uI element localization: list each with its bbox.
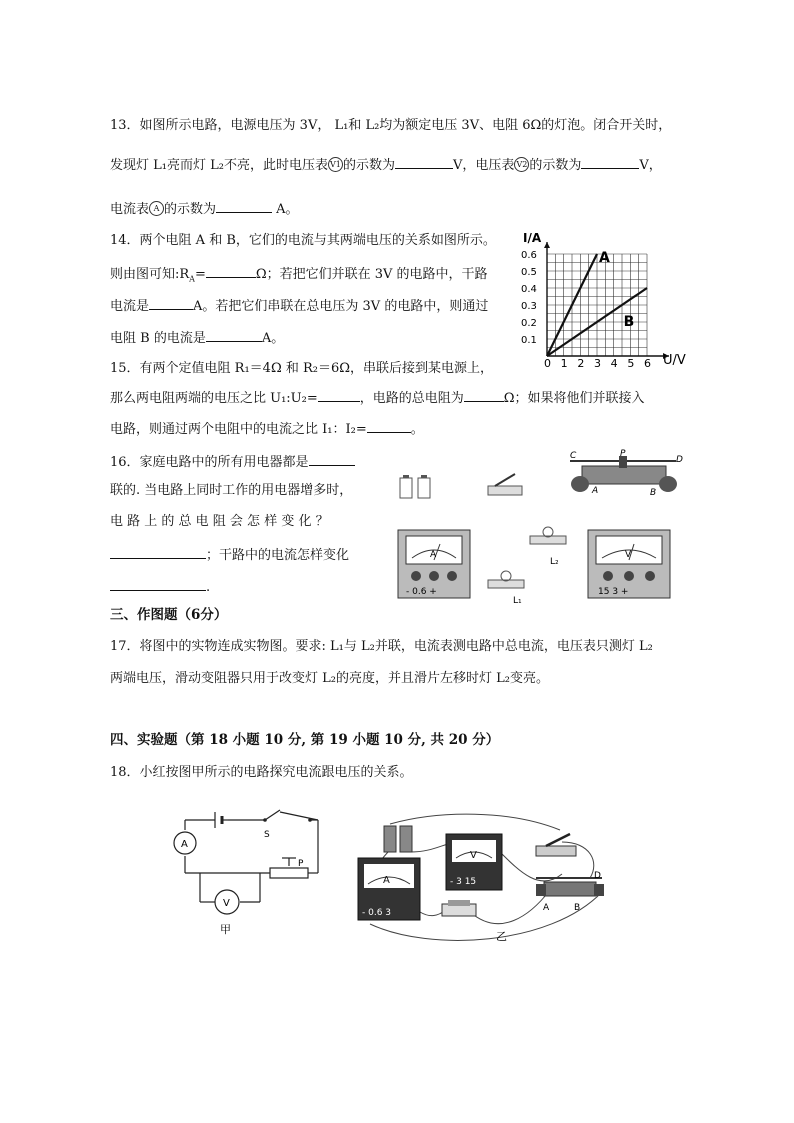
- q16-line2: 联的. 当电路上同时工作的用电器增多时，: [110, 483, 353, 498]
- battery-symbol: [215, 812, 222, 828]
- q18-line1: 18．小红按图甲所示的电路探究电流跟电压的关系。: [110, 765, 413, 780]
- battery-pair-icon: [384, 826, 412, 852]
- rheostat-label-b: B: [650, 488, 657, 498]
- ammeter-icon: A: [149, 201, 164, 216]
- rheostat-label-c: C: [570, 451, 577, 461]
- ammeter-device-icon-2: [358, 858, 420, 920]
- x-tick-label: 1: [560, 357, 568, 370]
- section3-title: 三、作图题（6分）: [110, 607, 228, 623]
- ammeter-2-terminals: - 0.6 3: [362, 908, 392, 918]
- y-tick-label: 0.1: [521, 335, 537, 346]
- q13-blank2[interactable]: [581, 155, 639, 169]
- y-tick-label: 0.4: [521, 284, 537, 295]
- q16-line4: ；干路中的电流怎样变化: [110, 545, 349, 565]
- rheostat-label-a: A: [592, 486, 599, 496]
- x-tick-label: 5: [627, 357, 635, 370]
- q13-blank1[interactable]: [395, 155, 453, 169]
- figure-jia-caption: 甲: [220, 923, 231, 936]
- q16-blank1[interactable]: [309, 452, 355, 466]
- lamp-l2-icon: [530, 527, 566, 567]
- figure-yi-caption: 乙: [496, 930, 507, 943]
- ammeter-terminals: - 0.6 +: [406, 587, 437, 597]
- q16-blank3[interactable]: [110, 577, 206, 591]
- chart-grid: [547, 254, 647, 356]
- q15-line1: 15．有两个定值电阻 R₁＝4Ω 和 R₂＝6Ω，串联后接到某电源上，: [110, 361, 494, 376]
- chart-labels: [521, 231, 686, 370]
- q14-line1: 14．两个电阻 A 和 B，它们的电流与其两端电压的关系如图所示。: [110, 233, 496, 248]
- resistor-icon: [442, 900, 476, 916]
- iu-chart: [505, 228, 700, 376]
- rheostat-icon: [570, 449, 683, 498]
- q14-line3: 电流是 A。若把它们串联在总电压为 3V 的电路中，则通过: [110, 296, 488, 316]
- q16-line1: 16．家庭电路中的所有用电器都是: [110, 452, 355, 472]
- circuit-diagram-jia: [160, 808, 335, 938]
- ammeter-device-icon: [398, 530, 470, 598]
- y-tick-label: 0.6: [521, 250, 537, 261]
- rheostat-2-label-a: A: [543, 903, 550, 913]
- x-tick-label: 2: [577, 357, 585, 370]
- q17-line1: 17．将图中的实物连成实物图。要求: L₁与 L₂并联，电流表测电路中总电流，电压表只测灯 L₂: [110, 639, 653, 654]
- rheostat-2-label-b: B: [574, 903, 581, 913]
- y-axis-arrow: [544, 242, 550, 248]
- series-label-B: B: [623, 314, 635, 330]
- section4-title: 四、实验题（第 18 小题 10 分, 第 19 小题 10 分, 共 20 分）: [110, 732, 500, 748]
- voltmeter-2-label: V: [470, 850, 477, 861]
- battery-icon: [400, 475, 430, 498]
- lamp-l1-icon: [488, 571, 524, 606]
- x-axis-label: U/V: [663, 353, 686, 368]
- voltmeter-label: V: [625, 550, 632, 560]
- q14-blank2[interactable]: [149, 296, 193, 310]
- y-tick-label: 0.2: [521, 318, 537, 329]
- voltmeter-v2-icon: V2: [514, 157, 529, 172]
- slider-label: P: [298, 859, 304, 869]
- q16-blank2[interactable]: [110, 545, 206, 559]
- lamp-l2-label: L₂: [550, 557, 559, 567]
- q14-blank3[interactable]: [206, 328, 262, 342]
- q17-line2: 两端电压，滑动变阻器只用于改变灯 L₂的亮度，并且滑片左移时灯 L₂变亮。: [110, 671, 549, 686]
- q13-blank3[interactable]: [216, 199, 272, 213]
- q14-line4: 电阻 B 的电流是 A。: [110, 328, 284, 348]
- rheostat-2-label-d: D: [594, 871, 601, 881]
- q15-line3: 电路，则通过两个电阻中的电流之比 I₁：I₂= 。: [110, 419, 424, 439]
- voltmeter-v1-icon: V1: [328, 157, 343, 172]
- apparatus-figure: [370, 448, 690, 608]
- q13-line2: 发现灯 L₁亮而灯 L₂不亮，此时电压表 V1 的示数为 V，电压表 V2 的示数为 V，: [110, 155, 662, 175]
- ammeter-symbol-label: A: [181, 839, 188, 850]
- lamp-l1-label: L₁: [513, 596, 522, 606]
- q14-line2: 则由图可知$:R_A= \Omega$；若把它们并联在 3V 的电路中，干路: [110, 264, 488, 289]
- voltmeter-device-icon: [588, 530, 670, 598]
- q16-line3: 电 路 上 的 总 电 阻 会 怎 样 变 化 ？: [110, 514, 329, 529]
- x-tick-label: 0: [544, 357, 551, 370]
- switch-icon: [488, 474, 522, 495]
- rheostat-icon-2: [536, 871, 604, 913]
- rheostat-label-d: D: [676, 455, 683, 465]
- switch-symbol: [263, 810, 312, 822]
- q15-blank3[interactable]: [367, 419, 411, 433]
- ammeter-2-label: A: [383, 875, 390, 886]
- rheostat-label-p: P: [620, 449, 626, 459]
- voltmeter-2-terminals: - 3 15: [450, 877, 477, 887]
- voltmeter-symbol-label: V: [223, 898, 230, 909]
- q15-line2: 那么两电阻两端的电压之比 U₁:U₂= ，电路的总电阻为 Ω；如果将他们并联接入: [110, 388, 645, 408]
- y-axis-label: I/A: [523, 231, 542, 245]
- ammeter-label: A: [430, 550, 437, 560]
- voltmeter-device-icon-2: [446, 834, 502, 890]
- apparatus-yi: [350, 812, 615, 947]
- series-label-A: A: [599, 250, 610, 266]
- y-tick-label: 0.5: [521, 267, 537, 278]
- voltmeter-terminals: 15 3 +: [598, 587, 629, 597]
- x-tick-label: 3: [594, 357, 601, 370]
- q13-line1: 13．如图所示电路，电源电压为 3V， L₁和 L₂均为额定电压 3V、电阻 6Ω的灯泡。闭合开关时，: [110, 118, 672, 133]
- switch-label: S: [264, 830, 270, 840]
- switch-icon-2: [536, 834, 576, 856]
- x-tick-label: 6: [644, 357, 651, 370]
- q14-blank1[interactable]: [206, 264, 256, 278]
- q15-blank1[interactable]: [318, 388, 360, 402]
- x-tick-label: 4: [610, 357, 618, 370]
- q15-blank2[interactable]: [464, 388, 504, 402]
- q13-line3: 电流表 A 的示数为 A。: [110, 199, 299, 219]
- y-tick-label: 0.3: [521, 301, 537, 312]
- q16-line5: .: [110, 577, 210, 597]
